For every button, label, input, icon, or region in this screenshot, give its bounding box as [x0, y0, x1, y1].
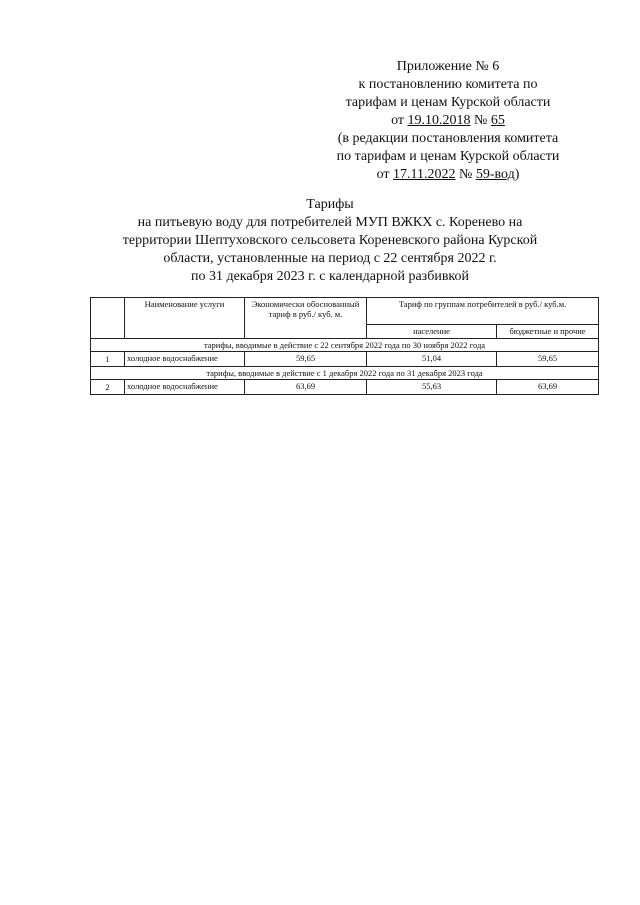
- revision-committee: по тарифам и ценам Курской области: [336, 149, 560, 164]
- title-line-1: на питьевую воду для потребителей МУП ВЖКХ с. Коренево на: [137, 215, 523, 230]
- row-service: холодное водоснабжение: [125, 352, 245, 367]
- table-header-row: [91, 298, 599, 325]
- title-line-2: территории Шептуховского сельсовета Кореневского района Курской: [122, 233, 538, 248]
- row-population-tariff: 55,63: [367, 380, 497, 395]
- revision-date: 17.11.2022: [393, 167, 456, 182]
- row-number: 2: [91, 380, 125, 395]
- revision-date-line: от 17.11.2022 № 59-вод): [376, 167, 520, 182]
- table-row: [91, 352, 599, 367]
- row-service: холодное водоснабжение: [125, 380, 245, 395]
- header-budget: бюджетные и прочие: [497, 325, 599, 339]
- title-line-3: области, установленные на период с 22 сентября 2022 г.: [163, 251, 497, 266]
- row-economic-tariff: 63,69: [245, 380, 367, 395]
- row-budget-tariff: 63,69: [497, 380, 599, 395]
- tariff-table: [90, 297, 599, 395]
- title-main: Тарифы: [306, 197, 354, 212]
- row-budget-tariff: 59,65: [497, 352, 599, 367]
- committee-name: тарифам и ценам Курской области: [345, 95, 551, 110]
- header-economic-tariff: Экономически обоснованный тариф в руб./ куб. м.: [245, 298, 367, 339]
- decree-number: 65: [490, 113, 505, 128]
- row-economic-tariff: 59,65: [245, 352, 367, 367]
- title-line-4: по 31 декабря 2023 г. с календарной разбивкой: [190, 269, 470, 284]
- header-num-cell: [91, 298, 125, 339]
- revision-number: 59-вод: [475, 167, 515, 182]
- document-title: [80, 196, 580, 286]
- period-label: тарифы, вводимые в действие с 1 декабря 2022 года по 31 декабря 2023 года: [91, 367, 599, 380]
- row-population-tariff: 51,04: [367, 352, 497, 367]
- decree-reference: к постановлению комитета по: [358, 77, 538, 92]
- period-row: [91, 367, 599, 380]
- header-service: Наименование услуги: [125, 298, 245, 339]
- row-number: 1: [91, 352, 125, 367]
- table-row: [91, 380, 599, 395]
- decree-date: 19.10.2018: [407, 113, 471, 128]
- appendix-label: Приложение № 6: [396, 59, 500, 74]
- period-row: [91, 339, 599, 352]
- revision-note: (в редакции постановления комитета: [337, 131, 559, 146]
- header-population: население: [367, 325, 497, 339]
- decree-date-line: от 19.10.2018 № 65: [391, 113, 505, 128]
- header-consumer-groups: Тариф по группам потребителей в руб./ куб.м.: [367, 298, 599, 325]
- document-header: [318, 58, 578, 184]
- period-label: тарифы, вводимые в действие с 22 сентября 2022 года по 30 ноября 2022 года: [91, 339, 599, 352]
